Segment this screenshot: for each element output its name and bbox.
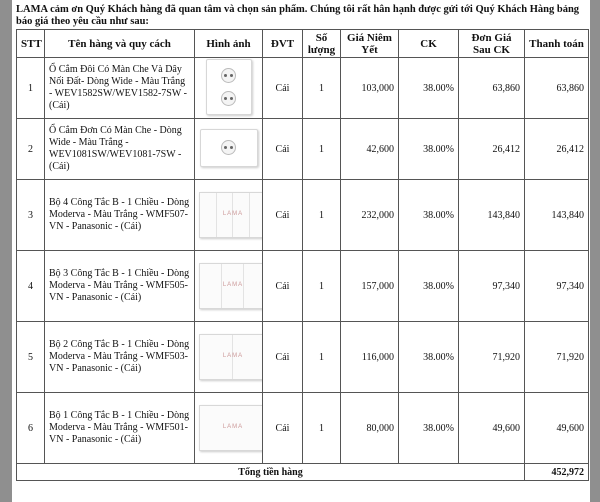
row-qty: 1 (303, 119, 341, 180)
table-header-row (17, 30, 589, 58)
watermark: LAMA (222, 211, 244, 217)
row-discount: 38.00% (399, 393, 459, 464)
row-list-price: 157,000 (341, 251, 399, 322)
row-net-price: 97,340 (459, 251, 525, 322)
row-product-name: Bộ 2 Công Tắc B - 1 Chiều - Dòng Moderva - Màu Trắng - WMF503-VN - Panasonic - (Cái) (45, 322, 195, 393)
total-value: 452,972 (525, 464, 589, 481)
row-qty: 1 (303, 180, 341, 251)
row-image (195, 58, 263, 119)
triple-switch-icon (199, 263, 263, 309)
table-row (17, 58, 589, 119)
row-discount: 38.00% (399, 58, 459, 119)
row-image (195, 119, 263, 180)
row-unit: Cái (263, 58, 303, 119)
row-qty: 1 (303, 58, 341, 119)
row-list-price: 42,600 (341, 119, 399, 180)
watermark: LAMA (222, 424, 244, 430)
row-discount: 38.00% (399, 180, 459, 251)
table-row (17, 393, 589, 464)
row-net-price: 26,412 (459, 119, 525, 180)
header-amount: Thanh toán (525, 30, 589, 58)
row-amount: 97,340 (525, 251, 589, 322)
quad-switch-icon (199, 192, 263, 238)
table-row (17, 251, 589, 322)
single-switch-icon (199, 405, 263, 451)
row-image (195, 393, 263, 464)
row-amount: 49,600 (525, 393, 589, 464)
row-product-name: Ổ Cắm Đôi Có Màn Che Và Dây Nối Đất- Dòng Wide - Màu Trắng - WEV1582SW/WEV1582-7SW - (Cái) (45, 58, 195, 119)
quote-intro: LAMA cảm ơn Quý Khách hàng đã quan tâm và chọn sản phẩm. Chúng tôi rất hân hạnh được gửi tới Quý Khách Hàng bảng báo giá theo yêu cầu như sau: (16, 4, 580, 27)
row-stt: 3 (17, 180, 45, 251)
row-image (195, 251, 263, 322)
header-discount: CK (399, 30, 459, 58)
double-switch-icon (199, 334, 263, 380)
row-unit: Cái (263, 180, 303, 251)
quote-table (16, 29, 589, 481)
row-unit: Cái (263, 251, 303, 322)
row-amount: 63,860 (525, 58, 589, 119)
row-qty: 1 (303, 393, 341, 464)
row-stt: 5 (17, 322, 45, 393)
table-row (17, 180, 589, 251)
single-outlet-icon (200, 129, 258, 167)
double-outlet-icon (206, 59, 252, 115)
row-qty: 1 (303, 251, 341, 322)
table-row (17, 119, 589, 180)
row-net-price: 49,600 (459, 393, 525, 464)
total-row (17, 464, 589, 481)
header-net-price: Đơn Giá Sau CK (459, 30, 525, 58)
row-stt: 6 (17, 393, 45, 464)
row-unit: Cái (263, 119, 303, 180)
row-image (195, 322, 263, 393)
header-image: Hình ảnh (195, 30, 263, 58)
row-amount: 143,840 (525, 180, 589, 251)
row-unit: Cái (263, 393, 303, 464)
row-discount: 38.00% (399, 119, 459, 180)
header-list-price: Giá Niêm Yết (341, 30, 399, 58)
row-amount: 71,920 (525, 322, 589, 393)
row-stt: 2 (17, 119, 45, 180)
row-list-price: 103,000 (341, 58, 399, 119)
row-product-name: Bộ 3 Công Tắc B - 1 Chiều - Dòng Moderva - Màu Trắng - WMF505-VN - Panasonic - (Cái) (45, 251, 195, 322)
row-product-name: Bộ 1 Công Tắc B - 1 Chiều - Dòng Moderva - Màu Trắng - WMF501-VN - Panasonic - (Cái) (45, 393, 195, 464)
watermark: LAMA (222, 282, 244, 288)
quote-page (12, 0, 590, 502)
row-stt: 1 (17, 58, 45, 119)
row-net-price: 143,840 (459, 180, 525, 251)
row-list-price: 116,000 (341, 322, 399, 393)
header-stt: STT (17, 30, 45, 58)
row-amount: 26,412 (525, 119, 589, 180)
row-product-name: Ổ Cắm Đơn Có Màn Che - Dòng Wide - Màu Trắng - WEV1081SW/WEV1081-7SW - (Cái) (45, 119, 195, 180)
header-name: Tên hàng và quy cách (45, 30, 195, 58)
row-qty: 1 (303, 322, 341, 393)
table-row (17, 322, 589, 393)
row-discount: 38.00% (399, 251, 459, 322)
row-image (195, 180, 263, 251)
watermark: LAMA (222, 353, 244, 359)
header-qty: Số lượng (303, 30, 341, 58)
row-list-price: 80,000 (341, 393, 399, 464)
header-unit: ĐVT (263, 30, 303, 58)
total-label: Tổng tiền hàng (17, 464, 525, 481)
row-net-price: 63,860 (459, 58, 525, 119)
row-list-price: 232,000 (341, 180, 399, 251)
row-stt: 4 (17, 251, 45, 322)
row-product-name: Bộ 4 Công Tắc B - 1 Chiều - Dòng Moderva - Màu Trắng - WMF507-VN - Panasonic - (Cái) (45, 180, 195, 251)
row-net-price: 71,920 (459, 322, 525, 393)
row-unit: Cái (263, 322, 303, 393)
row-discount: 38.00% (399, 322, 459, 393)
